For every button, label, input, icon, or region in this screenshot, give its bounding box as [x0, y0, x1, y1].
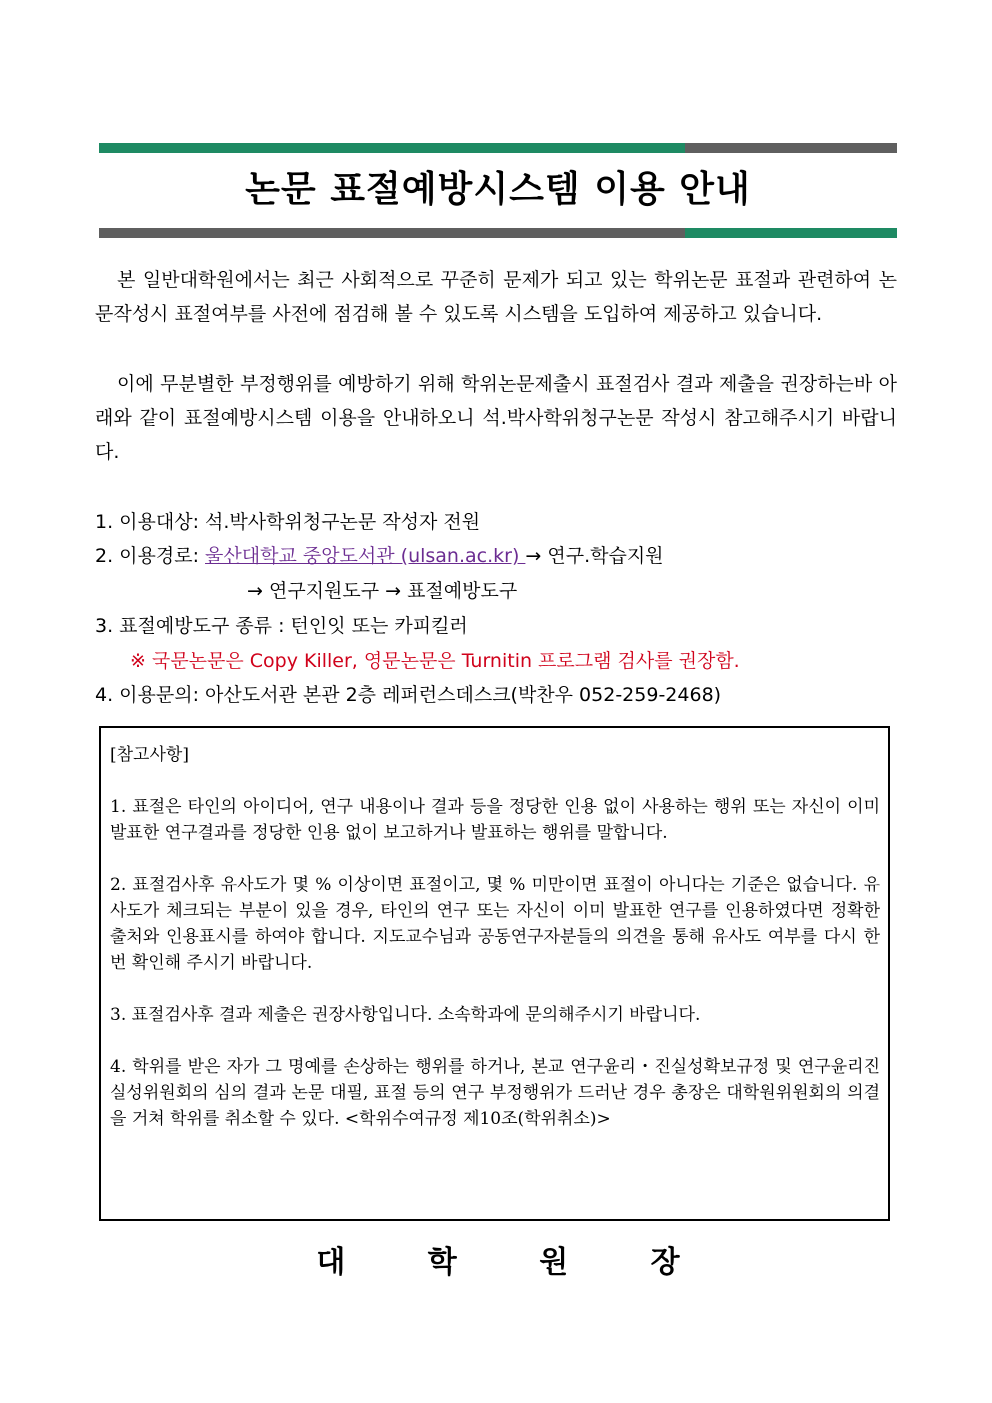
item-target-users: 1. 이용대상: 석.박사학위청구논문 작성자 전원 [95, 511, 481, 533]
signature: 대 학 원 장 [316, 1245, 716, 1280]
item-access-path [95, 542, 664, 570]
library-link[interactable]: 울산대학교 중앙도서관 (ulsan.ac.kr) [205, 545, 526, 567]
title-bottom-rule [99, 228, 897, 238]
tool-recommendation-note: ※ 국문논문은 Copy Killer, 영문논문은 Turnitin 프로그램 검사를 권장함. [130, 650, 740, 672]
notice-item-3: 3. 표절검사후 결과 제출은 권장사항입니다. 소속학과에 문의해주시기 바랍니다. [110, 1005, 701, 1025]
rule-gray-segment [99, 228, 685, 238]
notice-item-1: 1. 표절은 타인의 아이디어, 연구 내용이나 결과 등을 정당한 인용 없이 사용하는 행위 또는 자신이 이미 발표한 연구결과를 정당한 인용 없이 보고하거나 발표하는 행위를 말합니다. [110, 797, 880, 843]
intro-paragraph-2: 이에 무분별한 부정행위를 예방하기 위해 학위논문제출시 표절검사 결과 제출을 권장하는바 아래와 같이 표절예방시스템 이용을 안내하오니 석.박사학위청구논문 작성시 참고해주시기 바랍니다. [95, 373, 897, 463]
rule-green-segment [99, 143, 685, 153]
item-tool-types: 3. 표절예방도구 종류 : 턴인잇 또는 카피킬러 [95, 615, 468, 637]
item-access-path-suffix: → 연구.학습지원 [525, 545, 664, 567]
notice-item-4: 4. 학위를 받은 자가 그 명예를 손상하는 행위를 하거나, 본교 연구윤리・진실성확보규정 및 연구윤리진실성위원회의 심의 결과 논문 대필, 표절 등의 연구 부정행위가 드러난 경우 총장은 대학원위원회의 의결을 거쳐 학위를 취소할 수 있다. <학위수여규정 제10조(학위취소)> [110, 1057, 880, 1129]
intro-paragraph-1: 본 일반대학원에서는 최근 사회적으로 꾸준히 문제가 되고 있는 학위논문 표절과 관련하여 논문작성시 표절여부를 사전에 점검해 볼 수 있도록 시스템을 도입하여 제공하고 있습니다. [95, 269, 897, 325]
notice-box [99, 726, 890, 1221]
rule-gray-segment [685, 143, 897, 153]
item-access-path-label: 2. 이용경로: [95, 545, 206, 567]
item-contact: 4. 이용문의: 아산도서관 본관 2층 레퍼런스데스크(박찬우 052-259-2468) [95, 684, 722, 706]
page-title: 논문 표절예방시스템 이용 안내 [245, 169, 751, 210]
notice-item-2: 2. 표절검사후 유사도가 몇 % 이상이면 표절이고, 몇 % 미만이면 표절이 아니다는 기준은 없습니다. 유사도가 체크되는 부분이 있을 경우, 타인의 연구 또는 자신이 이미 발표한 연구를 인용하였다면 정확한 출처와 인용표시를 하여야 합니다. 지도교수님과 공동연구자분들의 의견을 통해 유사도 여부를 다시 한번 확인해 주시기 바랍니다. [110, 875, 880, 973]
title-top-rule [99, 143, 897, 153]
rule-green-segment [685, 228, 897, 238]
notice-heading: [참고사항] [110, 745, 189, 765]
item-access-path-continued: → 연구지원도구 → 표절예방도구 [247, 580, 518, 602]
